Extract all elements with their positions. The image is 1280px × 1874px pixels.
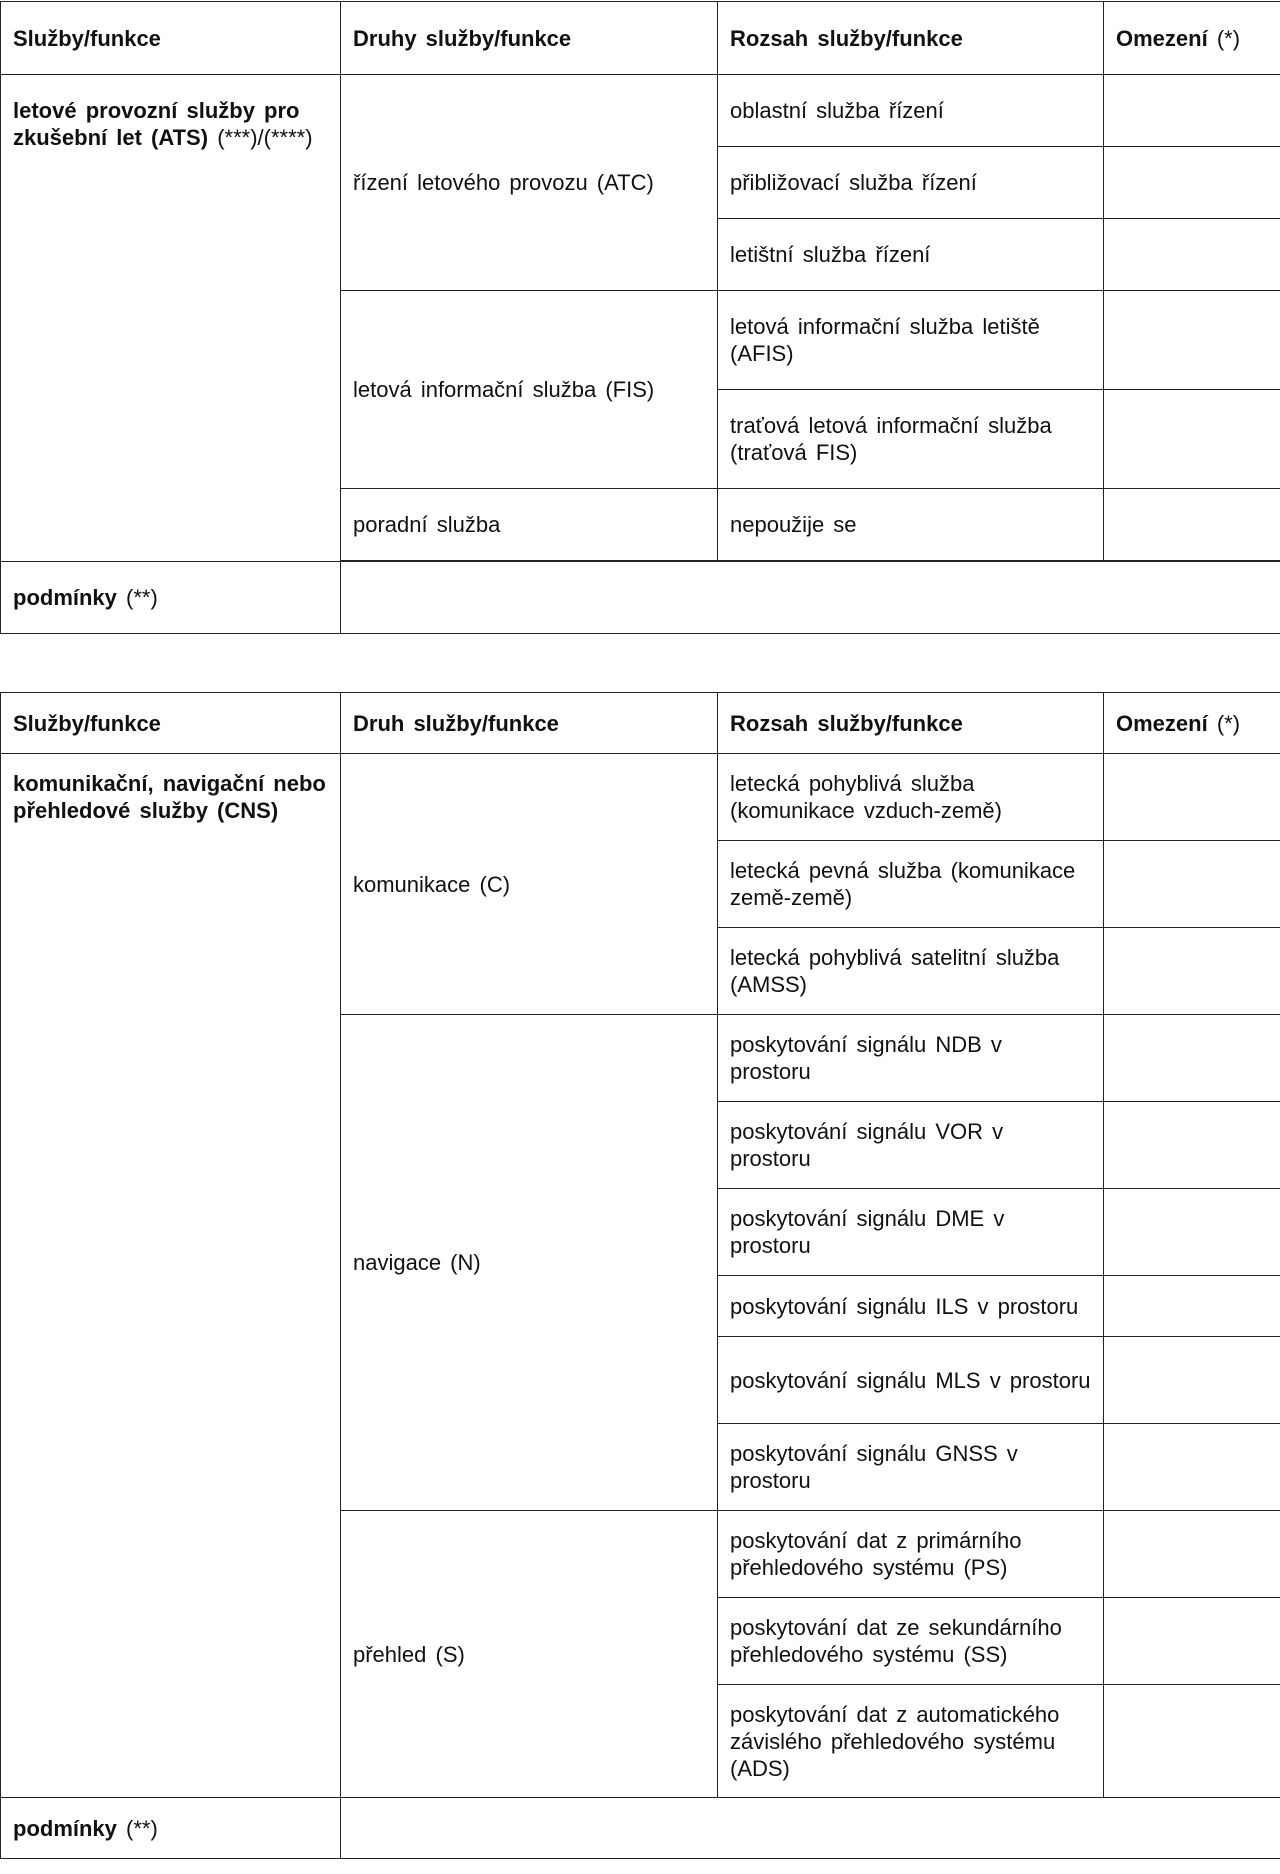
service-type-communication: komunikace (C) [341,754,718,1015]
scope-cell: poskytování signálu VOR v prostoru [718,1102,1104,1189]
limitation-cell [1104,1102,1280,1189]
scope-cell: letištní služba řízení [718,219,1104,291]
conditions-label [1,1798,341,1859]
conditions-label-note: (**) [126,1815,158,1841]
header-services: Služby/funkce [1,693,341,754]
conditions-label-text: podmínky [13,585,117,610]
scope-cell: poskytování dat ze sekundárního přehledového systému (SS) [718,1598,1104,1685]
scope-cell: letecká pohyblivá satelitní služba (AMSS) [718,928,1104,1015]
limitation-cell [1104,1189,1280,1276]
limitation-cell [1104,147,1280,219]
header-limitations-note: (*) [1216,25,1241,51]
scope-cell: letová informační služba letiště (AFIS) [718,291,1104,390]
service-type-navigation: navigace (N) [341,1015,718,1511]
limitation-cell [1104,219,1280,291]
limitation-cell [1104,1337,1280,1424]
header-scope: Rozsah služby/funkce [718,2,1104,75]
ats-table [0,1,1280,634]
scope-cell: oblastní služba řízení [718,75,1104,147]
scope-cell: poskytování signálu NDB v prostoru [718,1015,1104,1102]
scope-cell: nepoužije se [718,489,1104,561]
scope-cell: přibližovací služba řízení [718,147,1104,219]
limitation-cell [1104,390,1280,489]
limitation-cell [1104,291,1280,390]
scope-cell: letecká pohyblivá služba (komunikace vzduch-země) [718,754,1104,841]
service-type-fis: letová informační služba (FIS) [341,291,718,489]
header-limitations-note: (*) [1216,710,1241,736]
table-header-row [1,2,1280,75]
limitation-cell [1104,754,1280,841]
limitation-cell [1104,1511,1280,1598]
service-name-ats-label: letové provozní služby pro zkušební let (ATS) [13,98,300,150]
conditions-value [341,562,1280,634]
scope-cell: poskytování dat z primárního přehledového systému (PS) [718,1511,1104,1598]
conditions-value [341,1798,1280,1859]
scope-cell: letecká pevná služba (komunikace země-země) [718,841,1104,928]
limitation-cell [1104,1424,1280,1511]
conditions-label-note: (**) [126,585,158,610]
header-scope: Rozsah služby/funkce [718,693,1104,754]
limitation-cell [1104,841,1280,928]
scope-cell: poskytování signálu DME v prostoru [718,1189,1104,1276]
limitation-cell [1104,75,1280,147]
service-name-cns: komunikační, navigační nebo přehledové služby (CNS) [1,754,341,1798]
service-name-ats-note: (***)/(****) [217,125,313,150]
conditions-row [1,1798,1280,1859]
cns-table [0,692,1280,1859]
limitation-cell [1104,928,1280,1015]
header-services: Služby/funkce [1,2,341,75]
service-type-advisory: poradní služba [341,489,718,561]
service-type-surveillance: přehled (S) [341,1511,718,1798]
header-limitations-label: Omezení [1116,710,1208,736]
scope-cell: poskytování signálu GNSS v prostoru [718,1424,1104,1511]
scope-cell: poskytování dat z automatického závislého přehledového systému (ADS) [718,1685,1104,1798]
scope-cell: poskytování signálu MLS v prostoru [718,1337,1104,1424]
service-type-atc: řízení letového provozu (ATC) [341,75,718,291]
table-row [1,754,1280,841]
limitation-cell [1104,1685,1280,1798]
table-header-row [1,693,1280,754]
header-limitations-label: Omezení [1116,25,1208,51]
table-row [1,75,1280,147]
service-name-ats [1,75,341,562]
limitation-cell [1104,1276,1280,1337]
scope-cell: poskytování signálu ILS v prostoru [718,1276,1104,1337]
header-types: Druh služby/funkce [341,693,718,754]
header-limitations [1104,693,1280,754]
conditions-row [1,562,1280,634]
limitation-cell [1104,1598,1280,1685]
scope-cell: traťová letová informační služba (traťová FIS) [718,390,1104,489]
limitation-cell [1104,489,1280,561]
header-types: Druhy služby/funkce [341,2,718,75]
conditions-label-text: podmínky [13,1815,117,1841]
conditions-label [1,562,341,634]
limitation-cell [1104,1015,1280,1102]
header-limitations [1104,2,1280,75]
